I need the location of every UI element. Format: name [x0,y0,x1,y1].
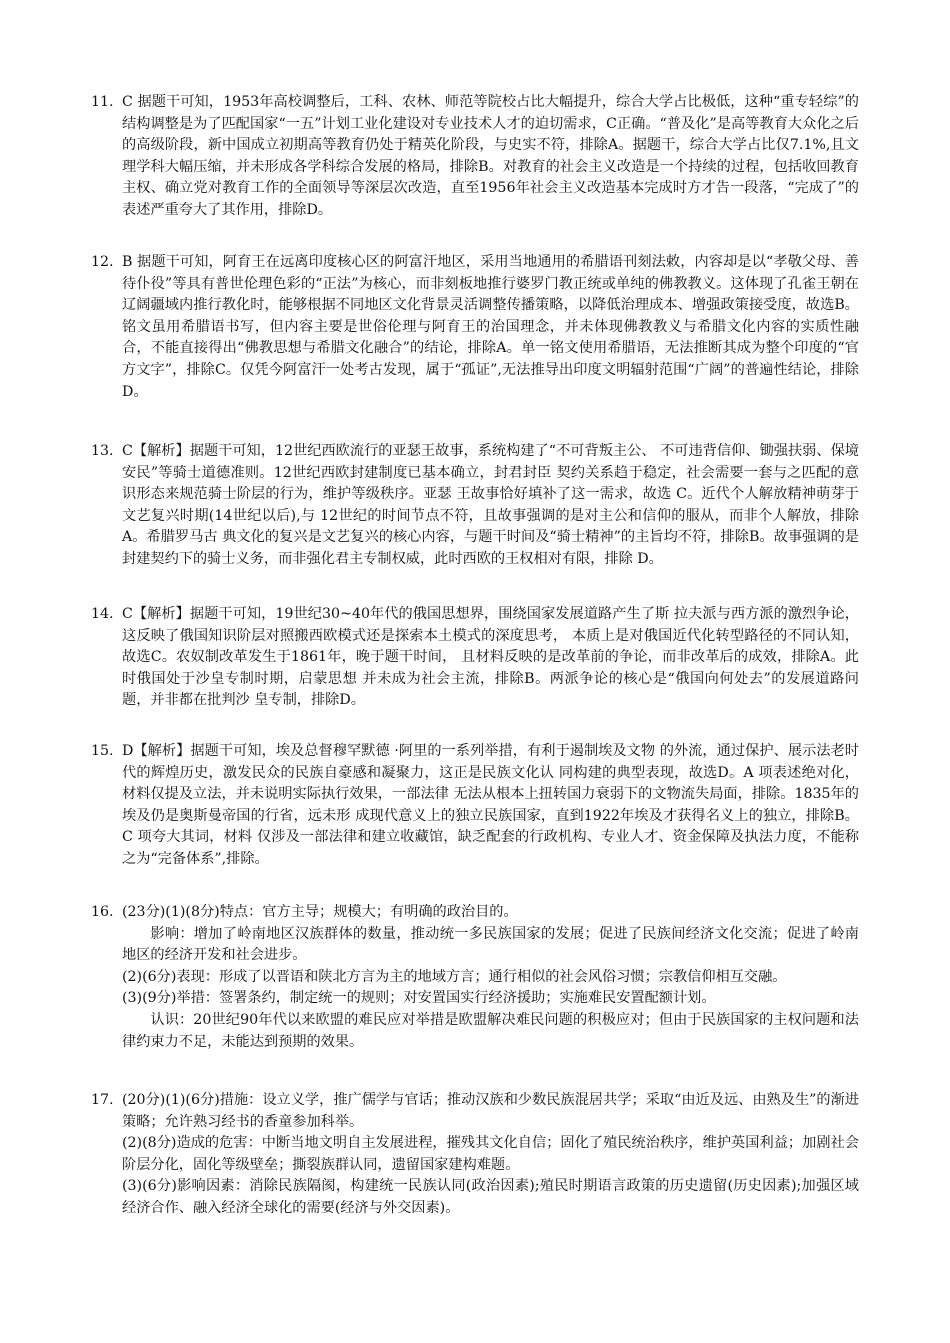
answer-explanation: C【解析】据题干可知，19世纪30~40年代的俄国思想界，围绕国家发展道路产生了斯 拉夫派与西方派的激烈争论，这反映了俄国知识阶层对照搬西欧模式还是探索本土模式的深度思考， 本质上是对俄国近代化转型路径的不同认知，故选C。农奴制改革发生于1861年，晚于题干时间， 且材料反映的是改革前的争论，而非改革后的成效，排除A。此时俄国处于沙皇专制时期，启蒙思想 并未成为社会主流，排除B。两派争论的核心是“俄国向何处去”的发展道路问题，并非都在批判沙 皇专制，排除D。 [122,606,859,709]
answer-body [122,1090,859,1220]
answer-part-3: (3)(9分)举措：签署条约，制定统一的规则；对安置国实行经济援助；实施难民安置配额计划。 [122,990,716,1007]
answer-part-1-impact: 影响：增加了岭南地区汉族群体的数量，推动统一多民族国家的发展；促进了民族间经济文化交流；促进了岭南地区的经济开发和社会进步。 [122,925,859,964]
answer-explanation: C【解析】据题干可知，12世纪西欧流行的亚瑟王故事，系统构建了“不可背叛主公、 不可违背信仰、锄强扶弱、保境安民”等骑士道德准则。12世纪西欧封建制度已基本确立，封君封臣 契约关系趋于稳定，社会需要一套与之匹配的意识形态来规范骑士阶层的行为，维护等级秩序。亚瑟 王故事恰好填补了这一需求，故选 C。近代个人解放精神萌芽于文艺复兴时期(14世纪以后),与 12世纪的时间节点不符，且故事强调的是对主公和信仰的服从，而非个人解放，排除A。希腊罗马古 典文化的复兴是文艺复兴的核心内容，与题干时间及“骑士精神”的主旨均不符，排除B。故事强调的是封建契约下的骑士义务，而非强化君主专制权威，此时西欧的王权相对有限，排除 D。 [122,443,859,567]
answer-item-16 [91,902,859,1053]
answer-item-13 [91,441,859,571]
question-number: 11. [91,94,114,110]
answer-explanation: C 据题干可知，1953年高校调整后，工科、农林、师范等院校占比大幅提升，综合大学占比极低，这种“重专轻综”的结构调整是为了匹配国家“一五”计划工业化建设对专业技术人才的迫切需求，C正确。“普及化”是高等教育大众化之后的高级阶段，新中国成立初期高等教育仍处于精英化阶段，与史实不符，排除A。据题干，综合大学占比仅7.1%,且文理学科大幅压缩，并未形成各学科综合发展的格局，排除B。对教育的社会主义改造是一个持续的过程，包括收回教育主权、确立党对教育工作的全面领导等深层次改造，直至1956年社会主义改造基本完成时方才告一段落，“完成了”的表述严重夸大了其作用，排除D。 [122,94,859,218]
answer-part-2: (2)(8分)造成的危害：中断当地文明自主发展进程，摧残其文化自信；固化了殖民统治秩序，维护英国利益；加剧社会阶层分化，固化等级壁垒；撕裂族群认同，遗留国家建构难题。 [122,1135,859,1173]
answer-part-3-insight: 认识：20世纪90年代以来欧盟的难民应对举措是欧盟解决难民问题的积极应对；但由于民族国家的主权问题和法律约束力不足，未能达到预期的效果。 [122,1011,859,1050]
question-number: 12. [91,254,114,270]
question-number: 17. [91,1092,114,1108]
answer-item-17 [91,1090,859,1220]
answer-part-1: (23分)(1)(8分)特点：官方主导；规模大；有明确的政治目的。 [122,904,518,920]
answer-body [122,902,859,1053]
answer-item-12 [91,252,859,403]
question-number: 13. [91,443,114,459]
answer-part-3: (3)(6分)影响因素：消除民族隔阂，构建统一民族认同(政治因素);殖民时期语言政策的历史遗留(历史因素);加强区域经济合作、融入经济全球化的需要(经济与外交因素)。 [122,1178,859,1216]
answer-item-15 [91,741,859,871]
answer-explanation: B 据题干可知，阿育王在远离印度核心区的阿富汗地区，采用当地通用的希腊语刊刻法敕，内容却是以“孝敬父母、善待仆役”等具有普世伦理色彩的“正法”为核心，而非刻板地推行婆罗门教正统或单纯的佛教教义。这体现了孔雀王朝在辽阔疆域内推行教化时，能够根据不同地区文化背景灵活调整传播策略，以降低治理成本、增强政策接受度，故选B。铭文虽用希腊语书写，但内容主要是世俗伦理与阿育王的治国理念，并未体现佛教教义与希腊文化内容的实质性融合，不能直接得出“佛教思想与希腊文化融合”的结论，排除A。单一铭文使用希腊语，无法推断其成为整个印度的“官方文字”，排除C。仅凭今阿富汗一处考古发现，属于“孤证”,无法推导出印度文明辐射范围“广阔”的普遍性结论，排除D。 [122,254,859,400]
question-number: 16. [91,904,114,920]
answer-part-2: (2)(6分)表现：形成了以晋语和陕北方言为主的地域方言；通行相似的社会风俗习惯；宗教信仰相互交融。 [122,968,787,985]
answer-explanation: D【解析】据题干可知，埃及总督穆罕默德 ·阿里的一系列举措，有利于遏制埃及文物 的外流，通过保护、展示法老时代的辉煌历史，激发民众的民族自豪感和凝聚力，这正是民族文化认 同构建的典型表现，故选D。A 项表述绝对化，材料仅提及立法，并未说明实际执行效果，一部法律 无法从根本上扭转国力衰弱下的文物流失局面，排除。1835年的埃及仍是奥斯曼帝国的行省，远未形 成现代意义上的独立民族国家，直到1922年埃及才获得名义上的独立，排除B。C 项夸大其词，材料 仅涉及一部法律和建立收藏馆，缺乏配套的行政机构、专业人才、资金保障及执法力度，不能称之为“完备体系”,排除。 [122,743,859,867]
question-number: 14. [91,606,114,622]
answer-part-1: (20分)(1)(6分)措施：设立义学，推广儒学与官话；推动汉族和少数民族混居共学；采取“由近及远、由熟及生”的渐进策略；允许熟习经书的香童参加科举。 [122,1092,859,1130]
answer-item-11 [91,92,859,222]
answer-item-14 [91,604,859,712]
question-number: 15. [91,743,114,759]
